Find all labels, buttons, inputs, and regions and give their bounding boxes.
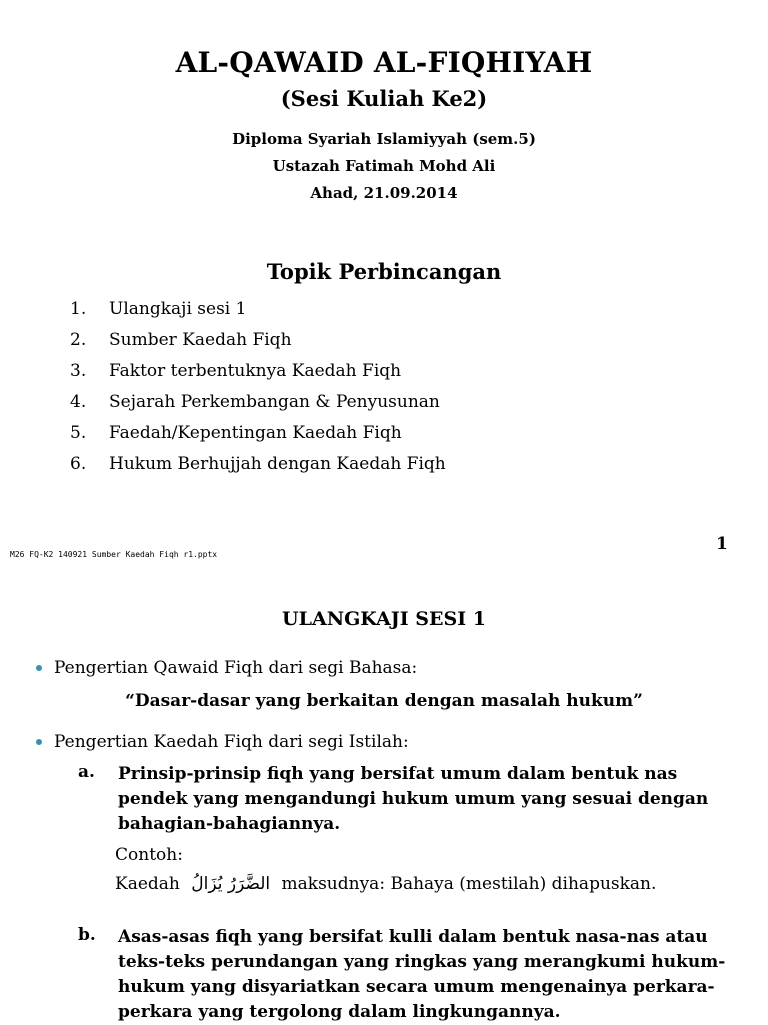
- maxim-prefix: Kaedah: [115, 874, 180, 894]
- topics-list: [70, 299, 446, 485]
- document-title: AL-QAWAID AL-FIQHIYAH: [175, 46, 593, 79]
- topic-item: [70, 330, 446, 361]
- topic-number: 5.: [70, 423, 87, 443]
- bullet-dot-icon: [36, 665, 42, 671]
- topic-number: 3.: [70, 361, 87, 381]
- bullet-bahasa: [36, 658, 417, 678]
- topic-number: 2.: [70, 330, 87, 350]
- topic-number: 4.: [70, 392, 87, 412]
- item-text: Prinsip-prinsip fiqh yang bersifat umum dalam bentuk nas pendek yang mengandungi hukum umum yang sesuai dengan bahagian-bahagiannya.: [118, 764, 709, 834]
- topic-item: [70, 299, 446, 330]
- topic-text: Faedah/Kepentingan Kaedah Fiqh: [109, 423, 402, 443]
- topic-item: [70, 423, 446, 454]
- example-label: Contoh:: [115, 845, 183, 865]
- maxim-arabic: الضَّرَرُ يُزَالُ: [191, 874, 271, 894]
- topic-item: [70, 392, 446, 423]
- topics-heading: Topik Perbincangan: [266, 259, 502, 284]
- topic-number: 1.: [70, 299, 87, 319]
- program-name: Diploma Syariah Islamiyyah (sem.5): [232, 130, 536, 148]
- lecturer-name: Ustazah Fatimah Mohd Ali: [272, 157, 496, 175]
- topic-text: Hukum Berhujjah dengan Kaedah Fiqh: [109, 454, 446, 474]
- topic-text: Faktor terbentuknya Kaedah Fiqh: [109, 361, 402, 381]
- page-number: 1: [716, 534, 728, 554]
- topic-text: Ulangkaji sesi 1: [109, 299, 247, 319]
- topic-item: [70, 454, 446, 485]
- session-subtitle: (Sesi Kuliah Ke2): [280, 86, 488, 111]
- file-footer: M26 FQ-K2 140921 Sumber Kaedah Fiqh r1.pptx: [10, 550, 218, 559]
- item-label: a.: [78, 762, 95, 782]
- definition-quote: “Dasar-dasar yang berkaitan dengan masalah hukum”: [125, 691, 643, 711]
- example-maxim: [115, 874, 656, 894]
- bullet-istilah: [36, 732, 409, 752]
- topic-text: Sumber Kaedah Fiqh: [109, 330, 292, 350]
- slide-heading: ULANGKAJI SESI 1: [282, 608, 486, 630]
- topic-number: 6.: [70, 454, 87, 474]
- topic-item: [70, 361, 446, 392]
- slide-2: [0, 570, 768, 1024]
- topic-text: Sejarah Perkembangan & Penyusunan: [109, 392, 440, 412]
- definition-b: [78, 925, 738, 1025]
- bullet-text: Pengertian Kaedah Fiqh dari segi Istilah:: [54, 732, 409, 752]
- definition-a: [78, 762, 738, 837]
- item-label: b.: [78, 925, 96, 945]
- item-text: Asas-asas fiqh yang bersifat kulli dalam bentuk nasa-nas atau teks-teks perundangan yang ringkas yang merangkumi hukum-hukum yang disyariatkan secara umum mengenainya perkara-perkara yang tergolong dalam lingkungannya.: [118, 927, 726, 1022]
- bullet-dot-icon: [36, 739, 42, 745]
- bullet-text: Pengertian Qawaid Fiqh dari segi Bahasa:: [54, 658, 418, 678]
- maxim-meaning: maksudnya: Bahaya (mestilah) dihapuskan.: [281, 874, 657, 894]
- lecture-date: Ahad, 21.09.2014: [310, 184, 458, 202]
